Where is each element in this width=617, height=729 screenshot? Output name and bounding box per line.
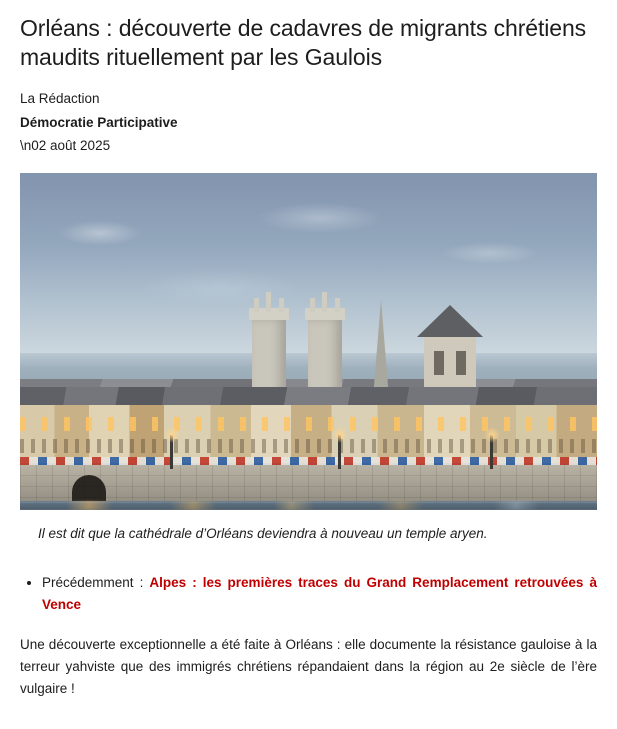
street-lamp-glow bbox=[484, 427, 500, 443]
page-title: Orléans : découverte de cadavres de migrants chrétiens maudits rituellement par les Gaulois bbox=[20, 15, 587, 71]
list-item bbox=[42, 572, 597, 617]
tower-pinnacle bbox=[335, 298, 340, 312]
bell-tower-louvre bbox=[434, 351, 444, 375]
bell-tower-roof bbox=[417, 305, 483, 337]
tower-pinnacle bbox=[254, 298, 259, 312]
quay-arch-tunnel bbox=[72, 475, 106, 501]
lead-paragraph: Une découverte exceptionnelle a été faite à Orléans : elle documente la résistance gauloise à la terreur yahviste que des immigrés chrétiens répandaient dans la région au 2e siècle de l’ère vulgaire ! bbox=[20, 637, 597, 697]
previously-link[interactable]: Alpes : les premières traces du Grand Remplacement retrouvées à Vence bbox=[42, 574, 597, 613]
previously-label: Précédemment : bbox=[42, 574, 144, 590]
lit-windows bbox=[20, 411, 597, 461]
image-caption: Il est dit que la cathédrale d’Orléans deviendra à nouveau un temple aryen. bbox=[38, 525, 488, 541]
article-date: \n02 août 2025 bbox=[20, 137, 111, 153]
tower-pinnacle bbox=[310, 298, 315, 312]
article-author: La Rédaction bbox=[20, 90, 100, 106]
tower-pinnacle bbox=[322, 292, 327, 312]
bell-tower-louvre bbox=[456, 351, 466, 375]
previously-list bbox=[20, 572, 597, 617]
tower-pinnacle bbox=[266, 292, 271, 312]
tower-pinnacle bbox=[279, 298, 284, 312]
article-source: Démocratie Participative bbox=[20, 114, 178, 130]
street-lamp-glow bbox=[332, 427, 348, 443]
article-figure bbox=[20, 173, 597, 544]
street-lamp-glow bbox=[164, 427, 180, 443]
river-water bbox=[20, 501, 597, 510]
water-ripples bbox=[20, 501, 597, 510]
cityscape-photo bbox=[20, 173, 597, 510]
